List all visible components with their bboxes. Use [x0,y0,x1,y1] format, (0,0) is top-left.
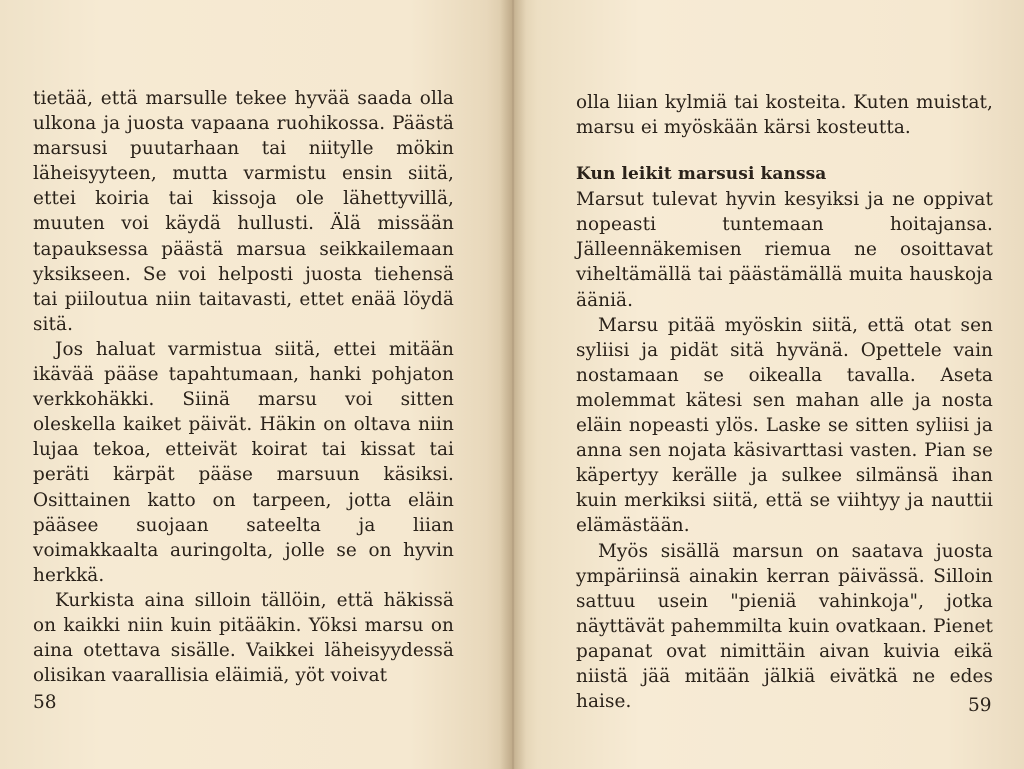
section-heading: Kun leikit marsusi kanssa [576,164,827,185]
page-number: 58 [33,692,57,713]
paragraph: Jos haluat varmistua siitä, ettei mitään ikävää pääse tapahtumaan, hanki pohjaton verkkohäkki. Siinä marsu voi sitten oleskella kaiket päivät. Häkin on oltava niin lujaa tekoa, etteivät koirat tai kissat tai peräti kärpät pääse marsuun käsiksi. Osittainen katto on tarpeen, jotta eläin pääsee suojaan sateelta ja liian voimakkaalta auringolta, jolle se on hyvin herkkä. [33,338,454,586]
paragraph: olla liian kylmiä tai kosteita. Kuten muistat, marsu ei myöskään kärsi kosteutta. [576,92,993,139]
left-page-text [33,86,454,688]
paragraph: Kurkista aina silloin tällöin, että häkissä on kaikki niin kuin pitääkin. Yöksi marsu on aina otettava sisälle. Vaikkei läheisyydessä olisikan vaarallisia eläimiä, yöt voivat [33,589,454,687]
paragraph: Marsut tulevat hyvin kesyiksi ja ne oppivat nopeasti tuntemaan hoitajansa. Jälleennäkemisen riemua ne osoittavat viheltämällä tai päästämällä muita hauskoja ääniä. [576,189,993,311]
book-gutter [500,0,526,769]
page-number: 59 [968,695,992,716]
right-page-text [576,90,993,714]
paragraph: tietää, että marsulle tekee hyvää saada olla ulkona ja juosta vapaana ruohikossa. Päästä marsusi puutarhaan tai niitylle mökin läheisyyteen, mutta varmistu ensin siitä, ettei koiria tai kissoja ole lähettyvillä, muuten voi käydä hullusti. Älä missään tapauksessa päästä marsua seikkailemaan yksikseen. Se voi helposti juosta tiehensä tai piiloutua niin taitavasti, ettet enää löydä sitä. [33,88,454,335]
paragraph: Myös sisällä marsun on saatava juosta ympäriinsä ainakin kerran päivässä. Silloin sattuu usein "pieniä vahinkoja", jotka näyttävät pahemmilta kuin ovatkaan. Pienet papanat ovat nimittäin aivan kuivia eikä niistä jää mitään jälkiä eivätkä ne edes haise. [576,540,993,713]
right-page [512,0,1024,769]
paragraph: Marsu pitää myöskin siitä, että otat sen syliisi ja pidät sitä hyvänä. Opettele vain nostamaan se oikealla tavalla. Aseta molemmat kätesi sen mahan alle ja nosta eläin nopeasti ylös. Laske se sitten syliisi ja anna sen nojata käsivarttasi vasten. Pian se käpertyy kerälle ja sulkee silmänsä ihan kuin merkiksi siitä, että se viihtyy ja nauttii elämästään. [576,314,993,537]
